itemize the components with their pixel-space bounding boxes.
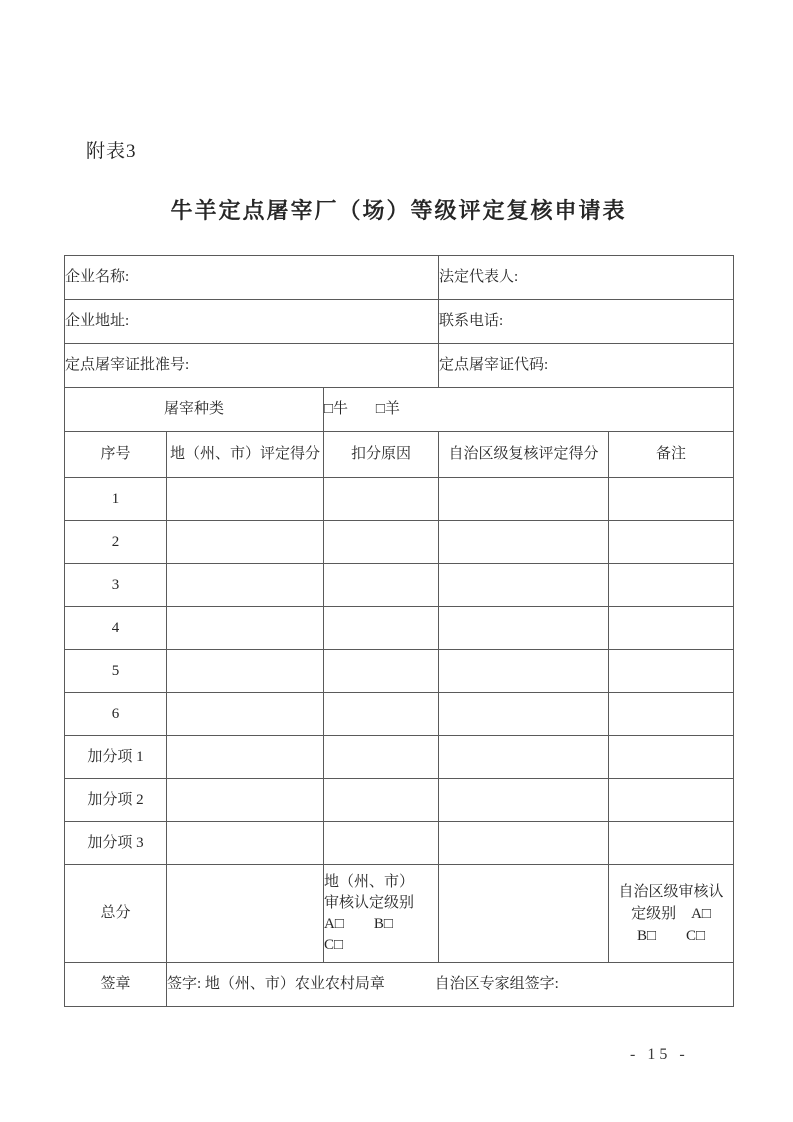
col-header-region-review-score: 自治区级复核评定得分 <box>439 432 609 478</box>
row-label: 加分项 2 <box>65 779 167 822</box>
col-header-city-score: 地（州、市）评定得分 <box>167 432 324 478</box>
page-number: - 15 - <box>630 1046 689 1063</box>
bonus-row-2 <box>65 779 734 822</box>
region-grade-checkboxes-bc: B□ C□ <box>636 927 706 944</box>
score-row-1 <box>65 478 734 521</box>
region-score-cell <box>439 564 609 607</box>
region-score-cell <box>439 521 609 564</box>
remarks-cell <box>609 564 734 607</box>
bonus-row-3 <box>65 822 734 865</box>
total-city-score-cell <box>167 865 324 963</box>
row-label: 3 <box>65 564 167 607</box>
region-expert-signature-text: 自治区专家组签字: <box>434 976 559 993</box>
deduction-reason-cell <box>324 650 439 693</box>
score-row-4 <box>65 607 734 650</box>
region-score-cell <box>439 650 609 693</box>
species-label: 屠宰种类 <box>65 388 324 432</box>
species-row <box>65 388 734 432</box>
field-contact-phone: 联系电话: <box>439 300 734 344</box>
city-bureau-signature-text: 签字: 地（州、市）农业农村局章 <box>167 976 385 993</box>
signature-row <box>65 963 734 1007</box>
row-label: 加分项 1 <box>65 736 167 779</box>
page-title: 牛羊定点屠宰厂（场）等级评定复核申请表 <box>170 198 627 223</box>
row-label: 4 <box>65 607 167 650</box>
col-header-deduction-reason: 扣分原因 <box>324 432 439 478</box>
field-legal-representative: 法定代表人: <box>439 256 734 300</box>
total-label: 总分 <box>65 865 167 963</box>
remarks-cell <box>609 650 734 693</box>
city-score-cell <box>167 521 324 564</box>
col-header-remarks: 备注 <box>609 432 734 478</box>
region-grade-checkbox-a: 定级别 A□ <box>631 905 711 922</box>
deduction-reason-cell <box>324 564 439 607</box>
city-score-cell <box>167 650 324 693</box>
deduction-reason-cell <box>324 521 439 564</box>
field-slaughter-license-approval-number: 定点屠宰证批准号: <box>65 344 439 388</box>
field-company-address: 企业地址: <box>65 300 439 344</box>
deduction-reason-cell <box>324 607 439 650</box>
region-score-cell <box>439 736 609 779</box>
city-score-cell <box>167 607 324 650</box>
info-row-3 <box>65 344 734 388</box>
score-row-6 <box>65 693 734 736</box>
region-score-cell <box>439 822 609 865</box>
application-form-table <box>64 255 734 1007</box>
score-row-5 <box>65 650 734 693</box>
cattle-checkbox-option: □牛 <box>324 401 349 418</box>
field-slaughter-license-code: 定点屠宰证代码: <box>439 344 734 388</box>
deduction-reason-cell <box>324 822 439 865</box>
region-score-cell <box>439 478 609 521</box>
row-label: 1 <box>65 478 167 521</box>
region-grade-determination-cell <box>609 865 734 963</box>
seal-label: 签章 <box>65 963 167 1007</box>
signature-cell <box>167 963 734 1007</box>
table-header-row <box>65 432 734 478</box>
total-region-score-cell <box>439 865 609 963</box>
score-row-2 <box>65 521 734 564</box>
deduction-reason-cell <box>324 478 439 521</box>
city-grade-checkbox-c: C□ <box>324 936 344 953</box>
species-options-cell <box>324 388 734 432</box>
info-row-1 <box>65 256 734 300</box>
remarks-cell <box>609 478 734 521</box>
remarks-cell <box>609 822 734 865</box>
remarks-cell <box>609 607 734 650</box>
region-grade-line: 自治区级审核认 <box>618 883 724 900</box>
col-header-serial-number: 序号 <box>65 432 167 478</box>
bonus-row-1 <box>65 736 734 779</box>
deduction-reason-cell <box>324 736 439 779</box>
field-company-name: 企业名称: <box>65 256 439 300</box>
remarks-cell <box>609 736 734 779</box>
deduction-reason-cell <box>324 693 439 736</box>
city-score-cell <box>167 693 324 736</box>
remarks-cell <box>609 521 734 564</box>
row-label: 加分项 3 <box>65 822 167 865</box>
info-row-2 <box>65 300 734 344</box>
city-score-cell <box>167 736 324 779</box>
region-score-cell <box>439 693 609 736</box>
city-grade-determination-cell <box>324 865 439 963</box>
total-score-row <box>65 865 734 963</box>
city-score-cell <box>167 478 324 521</box>
city-grade-line: 审核认定级别 <box>324 894 415 911</box>
sheep-checkbox-option: □羊 <box>375 401 400 418</box>
city-grade-checkboxes-ab: A□ B□ <box>324 915 393 932</box>
row-label: 5 <box>65 650 167 693</box>
city-score-cell <box>167 822 324 865</box>
region-score-cell <box>439 779 609 822</box>
score-row-3 <box>65 564 734 607</box>
remarks-cell <box>609 779 734 822</box>
remarks-cell <box>609 693 734 736</box>
region-score-cell <box>439 607 609 650</box>
deduction-reason-cell <box>324 779 439 822</box>
row-label: 2 <box>65 521 167 564</box>
city-score-cell <box>167 779 324 822</box>
row-label: 6 <box>65 693 167 736</box>
city-grade-line: 地（州、市） <box>324 873 415 890</box>
annex-label: 附表3 <box>86 141 137 162</box>
city-score-cell <box>167 564 324 607</box>
